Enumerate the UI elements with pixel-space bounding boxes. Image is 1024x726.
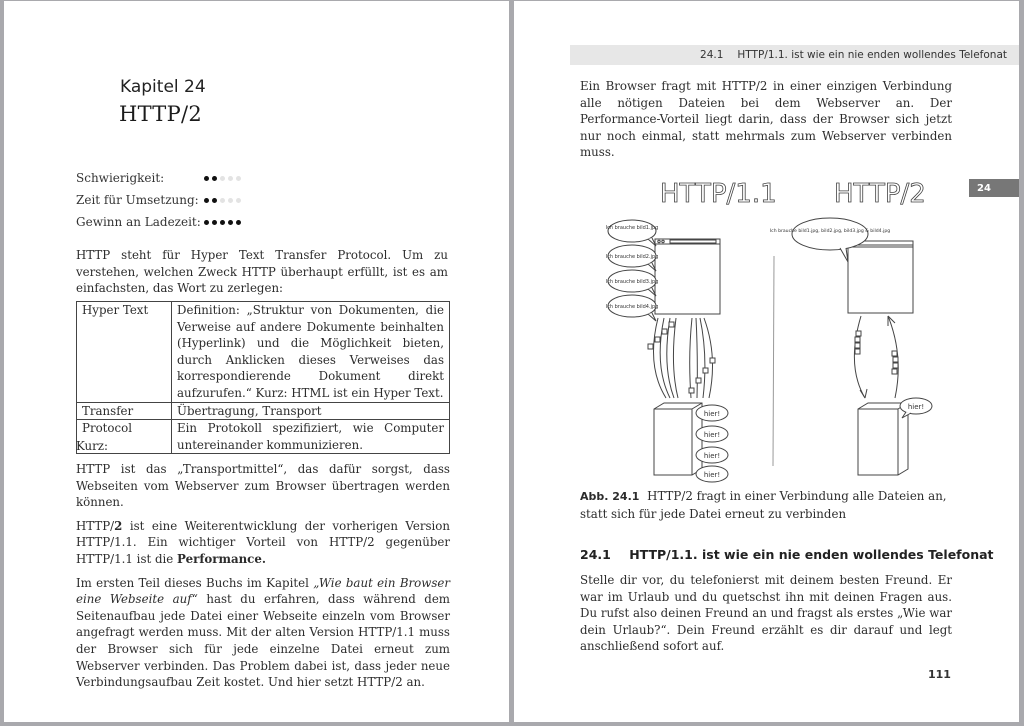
rating-dot-empty-icon (220, 176, 225, 181)
rating-dots (204, 176, 241, 181)
browser-window-http11 (655, 239, 720, 314)
rating-dot-filled-icon (236, 220, 241, 225)
speech-bubble-icon (696, 447, 728, 463)
caption-label: Abb. 24.1 (580, 490, 640, 503)
rating-label: Zeit für Umsetzung: (76, 193, 199, 207)
intro-paragraph (76, 247, 448, 304)
rating-dot-empty-icon (236, 198, 241, 203)
right-page (514, 1, 1019, 722)
figure-caption (580, 488, 960, 522)
bubble-text: Ich brauche bild2.jpg (605, 254, 659, 260)
rating-dot-empty-icon (236, 176, 241, 181)
speech-bubble-icon (606, 245, 659, 271)
section-title: HTTP/1.1. ist wie ein nie enden wollendes Telefonat (629, 547, 994, 562)
rating-dot-empty-icon (220, 198, 225, 203)
rating-dot-filled-icon (212, 220, 217, 225)
rating-dot-empty-icon (228, 198, 233, 203)
chapter-title: HTTP/2 (119, 102, 203, 126)
ratings-list (76, 167, 241, 233)
table-row (77, 402, 450, 420)
kurz-label: Kurz: (76, 439, 108, 453)
section-number: 24.1 (580, 547, 611, 562)
rating-row-difficulty (76, 167, 241, 189)
speech-bubble-icon (696, 426, 728, 442)
rating-dot-filled-icon (220, 220, 225, 225)
running-head (570, 45, 1019, 65)
response-arrows-http11 (689, 318, 715, 398)
browser-window-http2 (848, 241, 913, 313)
running-head-title: HTTP/1.1. ist wie ein nie enden wollendes Telefonat (737, 49, 1007, 61)
speech-bubble-icon (606, 270, 659, 296)
figure-title-http2: HTTP/2 (834, 179, 926, 209)
bubble-text: Ich brauche bild1.jpg (605, 225, 659, 231)
http-comparison-figure (578, 166, 958, 486)
chapter-thumb-tab: 24 (969, 179, 1019, 197)
bubble-text: hier! (907, 403, 925, 411)
request-arrows-http11 (648, 318, 678, 398)
rating-dots (204, 198, 241, 203)
page-number: 111 (928, 668, 951, 681)
right-intro-paragraph (580, 78, 952, 168)
section-text: Stelle dir vor, du telefonierst mit deinem besten Freund. Er war im Urlaub und du quetschst ihn mit deinen Fragen aus. Du rufst also deinen Freund an und fragst als erstes „Wie war dein Urlaub?“. Dein Freund erzählt es dir darauf und legt anschließend sofort auf. (580, 573, 952, 654)
bubble-text: hier! (703, 431, 721, 439)
rating-row-time (76, 189, 241, 211)
bold-text: Performance. (177, 551, 266, 566)
paragraph-first-part (76, 575, 450, 691)
right-intro-text: Ein Browser fragt mit HTTP/2 in einer einzigen Verbindung alle nötigen Dateien bei dem Webserver an. Der Performance-Vorteil liegt darin, dass der Browser sich jetzt nur noch einmal, statt mehrmals zum Webserver verbinden muss. (580, 79, 952, 160)
bubble-text: hier! (703, 471, 721, 479)
rating-dots (204, 220, 241, 225)
paragraph-transport: HTTP ist das „Transportmittel“, das dafür sorgst, dass Webseiten vom Webserver zum Browser übertragen werden können. (76, 462, 450, 510)
table-definition: Definition: „Struktur von Dokumenten, die Verweise auf andere Dokumente beinhalten (Hyperlink) und die Möglichkeit bieten, durch Anklicken dieses Verweises das korrespondierende Dokument direkt aufzurufen.“ Kurz: HTML ist ein Hyper Text. (172, 302, 450, 403)
section-heading (580, 547, 994, 562)
rating-dot-filled-icon (204, 176, 209, 181)
table-row (77, 420, 450, 454)
paragraph-http2 (76, 518, 450, 568)
chapter-label: Kapitel 24 (120, 77, 206, 97)
table-row (77, 302, 450, 403)
rating-label: Gewinn an Ladezeit: (76, 215, 201, 229)
text-run: ist eine Weiterentwicklung der vorherigen Version HTTP/1.1. Ein wichtiger Vorteil von HTTP/2 gegenüber HTTP/1.1 ist die (76, 518, 450, 566)
definition-table (76, 301, 450, 454)
speech-bubble-icon (696, 405, 728, 421)
response-arrow-http2 (888, 316, 898, 398)
rating-row-gain (76, 211, 241, 233)
speech-bubble-icon (606, 220, 659, 246)
section-paragraph (580, 572, 952, 662)
intro-text: HTTP steht für Hyper Text Transfer Protocol. Um zu verstehen, welchen Zweck HTTP überhaupt erfüllt, ist es am einfachsten, das Wort zu zerlegen: (76, 248, 448, 296)
text-run: hast du erfahren, dass während dem Seitenaufbau jede Datei einer Webseite einzeln vom Browser angefragt werden muss. Mit der alten Version HTTP/1.1 muss der Browser sich für jede einzelne Datei erneut zum Webserver verbinden. Das Problem dabei ist, dass jeder neue Verbindungsaufbau Zeit kostet. Und hier setzt HTTP/2 an. (76, 592, 450, 690)
server-http11 (654, 403, 702, 475)
request-arrow-http2 (854, 316, 867, 398)
bubble-text: hier! (703, 452, 721, 460)
table-term: Hyper Text (77, 302, 172, 403)
bubble-text: Ich brauche bild4.jpg (605, 304, 659, 310)
request-bubbles-http11 (606, 220, 659, 321)
rating-label: Schwierigkeit: (76, 171, 165, 185)
rating-dot-filled-icon (228, 220, 233, 225)
left-page (4, 1, 509, 722)
speech-bubble-icon (900, 398, 932, 418)
server-http2 (858, 403, 908, 475)
text-run: Im ersten Teil dieses Buchs im Kapitel (76, 575, 314, 590)
rating-dot-filled-icon (212, 176, 217, 181)
bubble-text: Ich brauche bild3.jpg (605, 279, 659, 285)
rating-dot-empty-icon (228, 176, 233, 181)
table-definition: Ein Protokoll spezifiziert, wie Computer untereinander kommunizieren. (172, 420, 450, 454)
caption-text: HTTP/2 fragt in einer Verbindung alle Dateien an, statt sich für jede Datei erneut zu verbinden (580, 489, 947, 521)
body-paragraphs (76, 461, 450, 698)
text-run: HTTP/ (76, 518, 115, 533)
figure-divider (773, 256, 774, 466)
rating-dot-filled-icon (204, 220, 209, 225)
speech-bubble-icon (696, 466, 728, 482)
chapter-reference: „Wie baut ein Browser eine Webseite auf“ (76, 575, 450, 607)
bubble-text: hier! (703, 410, 721, 418)
rating-dot-filled-icon (212, 198, 217, 203)
speech-bubble-icon (606, 295, 659, 321)
table-definition: Übertragung, Transport (172, 402, 450, 420)
figure-title-http11: HTTP/1.1 (660, 179, 777, 209)
table-term: Transfer (77, 402, 172, 420)
bubble-text: Ich brauche bild1.jpg, bild2.jpg, bild3.jpg & bild4.jpg (769, 229, 891, 234)
rating-dot-filled-icon (204, 198, 209, 203)
bold-text: 2 (114, 518, 123, 533)
table-term: Protocol (77, 420, 172, 454)
running-head-number: 24.1 (700, 49, 724, 61)
